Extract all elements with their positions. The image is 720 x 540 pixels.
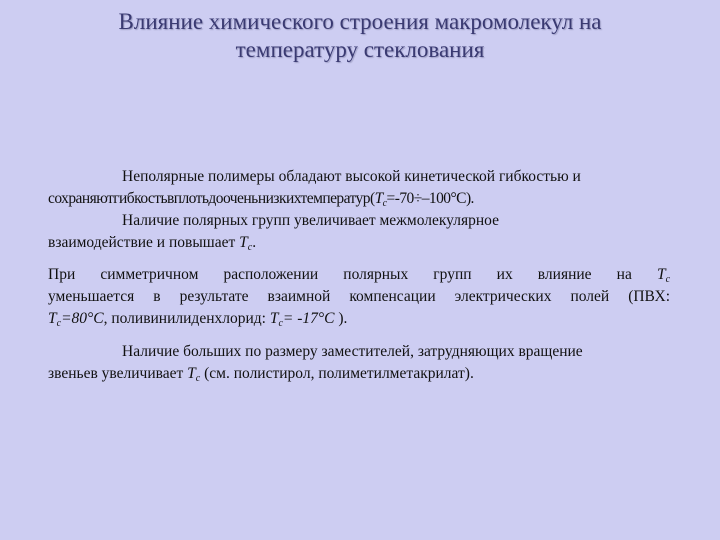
paragraph-symmetric [48,264,670,330]
para1-text: сохраняютгибкостьвплотьдоочень низкихтемператур( [48,190,375,207]
pvc-tg-value: =80°С [61,310,104,327]
tg-symbol: $T_c$ [187,365,201,384]
title-line-2: температуру стеклования [235,37,485,62]
para3-line-1: Наличие больших по размеру заместителей, затрудняющих вращение [122,343,583,360]
pvdc-tg-value: = -17°С [282,310,335,327]
title-line-1: Влияние химического строения макромолекул на [118,9,602,34]
para1-text-4: взаимодействие и повышает [48,234,240,251]
paragraph-substituents [48,341,670,385]
tg-symbol: $T_c$ [374,190,387,209]
para1-line-2 [48,188,670,210]
tg-symbol: $T_c$ [239,234,253,253]
period: . [252,234,257,251]
para2-line-1 [48,264,670,286]
para3-line-2 [48,363,670,385]
para2-text-3: , поливинилиденхлорид: [103,310,270,327]
para1-value: =-70÷–100°С). [386,190,474,207]
para3-text: звеньев увеличивает [48,365,188,382]
para2-line-2: уменьшается в результате взаимной компенсации электрических полей (ПВХ: [48,288,670,305]
para3-examples: (см. полистирол, полиметилметакрилат). [200,365,474,382]
paragraph-nonpolar [48,166,670,254]
para2-line-3 [48,308,670,330]
para1-line-1: Неполярные полимеры обладают высокой кинетической гибкостью и [122,168,581,185]
tg-symbol: $T_c$ [48,310,62,329]
tg-symbol: $T_c$ [269,310,283,329]
para2-text-1: При симметричном расположении полярных групп их влияние на [48,266,632,283]
closing-paren: ). [334,310,348,327]
slide-title [60,8,660,64]
para1-line-3: Наличие полярных групп увеличивает межмолекулярное [122,212,499,229]
para1-line-4 [48,232,670,254]
tg-symbol: $T_c$ [656,266,671,285]
